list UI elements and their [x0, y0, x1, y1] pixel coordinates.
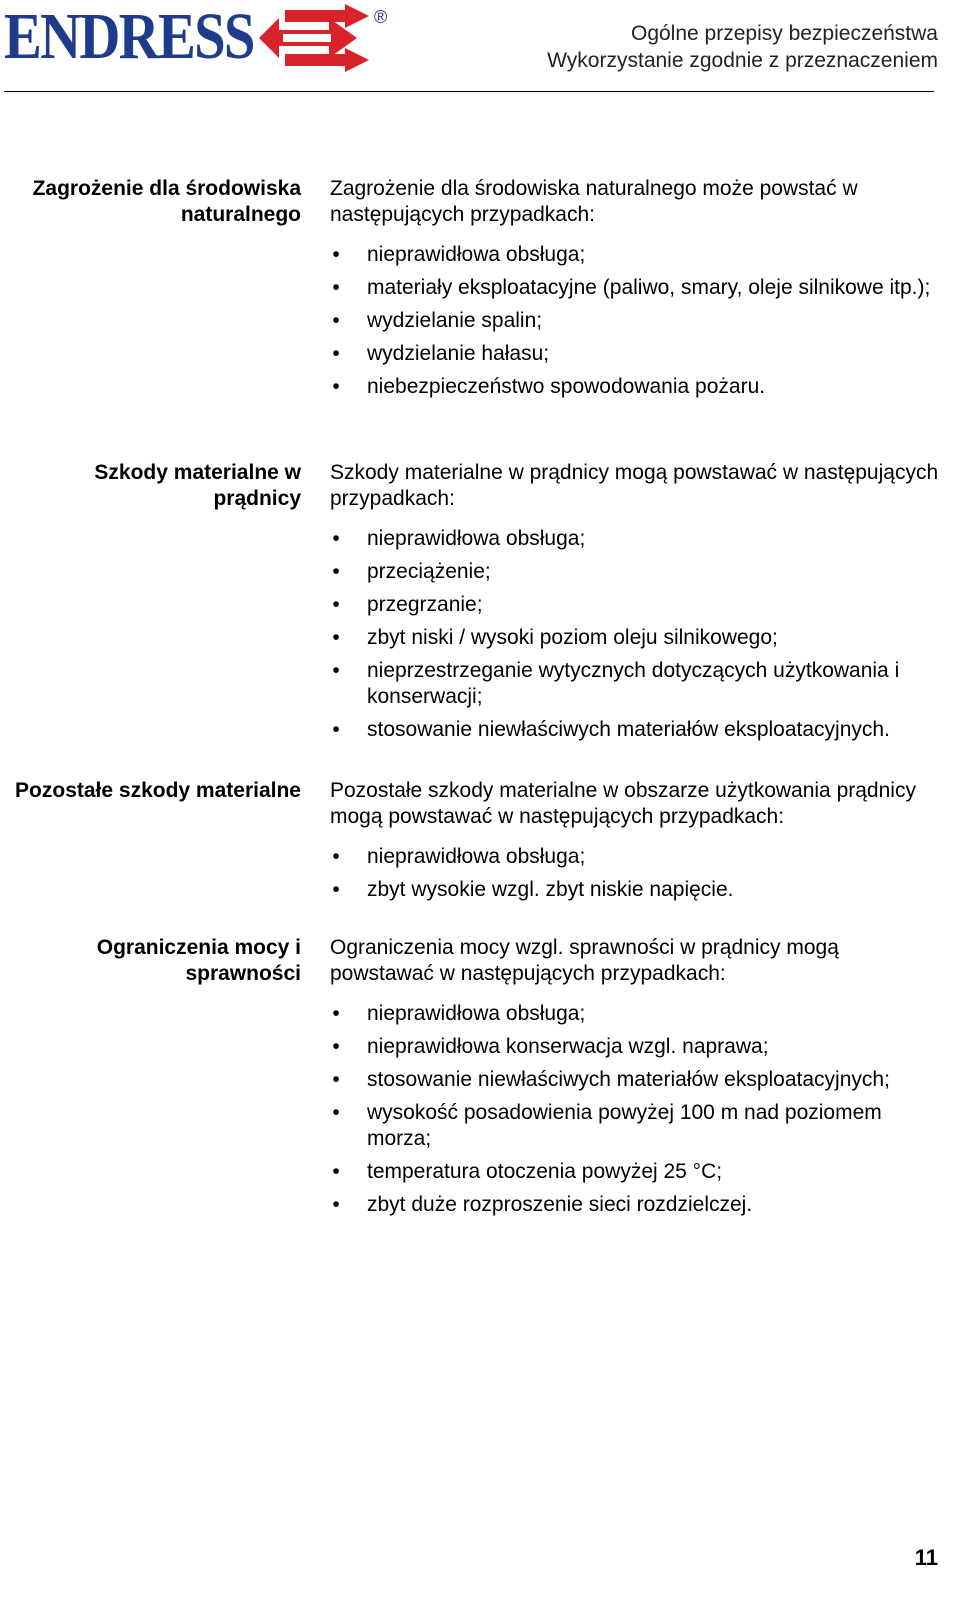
- section-title: Pozostałe szkody materialne: [15, 779, 301, 802]
- bullet-icon: •: [332, 1002, 340, 1025]
- list-item: • nieprawidłowa konserwacja wzgl. naprawa;: [330, 1034, 942, 1060]
- bullet-list: [330, 844, 942, 903]
- bullet-icon: •: [332, 718, 340, 741]
- section-body: [330, 935, 942, 1225]
- page-number: 11: [914, 1545, 938, 1570]
- list-item: • zbyt niski / wysoki poziom oleju silnikowego;: [330, 625, 942, 651]
- bullet-icon: •: [332, 593, 340, 616]
- list-item: • wydzielanie hałasu;: [330, 341, 942, 367]
- list-item: • niebezpieczeństwo spowodowania pożaru.: [330, 374, 942, 400]
- bullet-list: [330, 1001, 942, 1218]
- section-intro: Ograniczenia mocy wzgl. sprawności w prądnicy mogą powstawać w następujących przypadkach:: [330, 936, 839, 985]
- list-item: • nieprawidłowa obsługa;: [330, 844, 942, 870]
- endress-logo: [4, 0, 394, 73]
- bullet-icon: •: [332, 309, 340, 332]
- logo-wordmark: ENDRESS: [4, 0, 254, 73]
- section-title: Ograniczenia mocy i sprawności: [96, 936, 301, 985]
- bullet-icon: •: [332, 845, 340, 868]
- header-divider: [4, 91, 934, 92]
- bullet-icon: •: [332, 659, 340, 682]
- list-item: • wydzielanie spalin;: [330, 308, 942, 334]
- bullet-icon: •: [332, 243, 340, 266]
- list-item: • nieprzestrzeganie wytycznych dotyczących użytkowania i konserwacji;: [330, 658, 942, 710]
- list-item: • nieprawidłowa obsługa;: [330, 526, 942, 552]
- bullet-icon: •: [332, 1193, 340, 1216]
- list-item: • temperatura otoczenia powyżej 25 °C;: [330, 1159, 942, 1185]
- bullet-icon: •: [332, 1160, 340, 1183]
- list-item: • przeciążenie;: [330, 559, 942, 585]
- section-body: [330, 176, 942, 407]
- bullet-icon: •: [332, 1068, 340, 1091]
- header-title-1: Ogólne przepisy bezpieczeństwa: [630, 22, 938, 45]
- bullet-icon: •: [332, 276, 340, 299]
- bullet-icon: •: [332, 560, 340, 583]
- registered-mark: ®: [374, 7, 388, 27]
- bullet-icon: •: [332, 1101, 340, 1124]
- bullet-icon: •: [332, 342, 340, 365]
- section-title: Szkody materialne w prądnicy: [94, 461, 301, 510]
- list-item: • przegrzanie;: [330, 592, 942, 618]
- bullet-icon: •: [332, 1035, 340, 1058]
- page-header: [0, 0, 960, 100]
- header-title-2: Wykorzystanie zgodnie z przeznaczeniem: [547, 49, 938, 72]
- list-item: • materiały eksploatacyjne (paliwo, smary, oleje silnikowe itp.);: [330, 275, 942, 301]
- logo-arrows-icon: [259, 4, 371, 72]
- section-body: [330, 460, 942, 750]
- bullet-icon: •: [332, 375, 340, 398]
- list-item: • nieprawidłowa obsługa;: [330, 242, 942, 268]
- list-item: • stosowanie niewłaściwych materiałów eksploatacyjnych;: [330, 1067, 942, 1093]
- list-item: • zbyt duże rozproszenie sieci rozdzielczej.: [330, 1192, 942, 1218]
- bullet-icon: •: [332, 878, 340, 901]
- list-item: • wysokość posadowienia powyżej 100 m nad poziomem morza;: [330, 1100, 942, 1152]
- bullet-list: [330, 242, 942, 400]
- bullet-list: [330, 526, 942, 743]
- section-intro: Pozostałe szkody materialne w obszarze użytkowania prądnicy mogą powstawać w następujących przypadkach:: [330, 779, 916, 828]
- section-intro: Szkody materialne w prądnicy mogą powstawać w następujących przypadkach:: [330, 461, 939, 510]
- section-title: Zagrożenie dla środowiska naturalnego: [32, 177, 301, 226]
- list-item: • zbyt wysokie wzgl. zbyt niskie napięcie.: [330, 877, 942, 903]
- header-titles: [547, 20, 938, 74]
- list-item: • nieprawidłowa obsługa;: [330, 1001, 942, 1027]
- section-body: [330, 778, 942, 910]
- bullet-icon: •: [332, 626, 340, 649]
- list-item: • stosowanie niewłaściwych materiałów eksploatacyjnych.: [330, 717, 942, 743]
- bullet-icon: •: [332, 527, 340, 550]
- section-intro: Zagrożenie dla środowiska naturalnego może powstać w następujących przypadkach:: [330, 177, 858, 226]
